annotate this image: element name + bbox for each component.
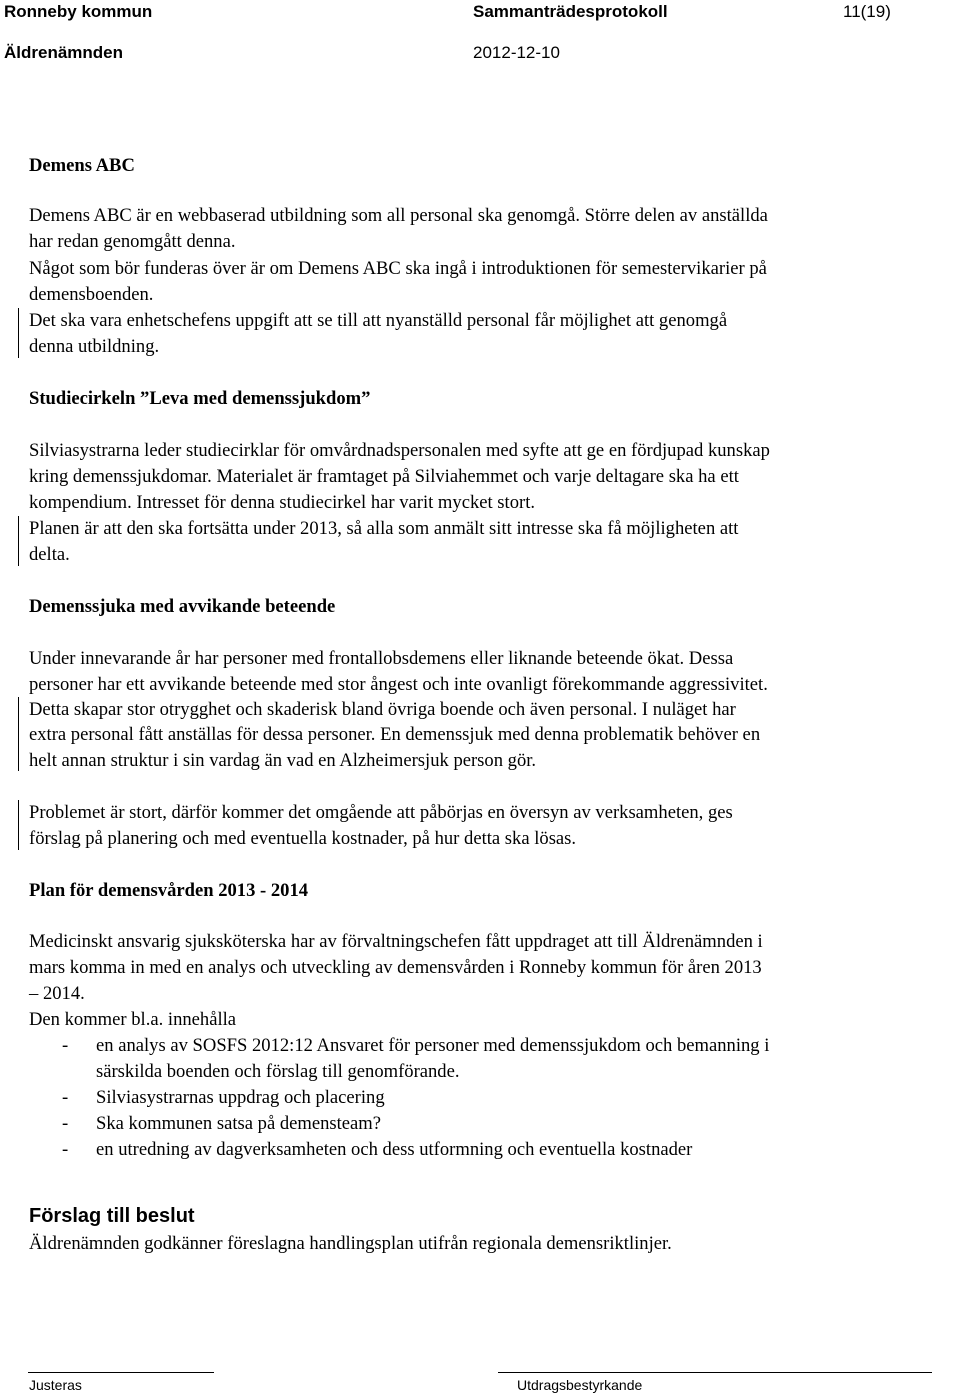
- section-heading-demens-abc: Demens ABC: [29, 155, 135, 176]
- organization-name: Ronneby kommun: [4, 2, 153, 21]
- paragraph-line: denna utbildning.: [29, 336, 160, 357]
- list-item: en utredning av dagverksamheten och dess utformning och eventuella kostnader: [96, 1139, 693, 1160]
- section-heading-studiecirkeln: Studiecirkeln ”Leva med demenssjukdom”: [29, 388, 371, 409]
- meeting-date: 2012-12-10: [473, 43, 560, 62]
- revision-bar: [18, 308, 19, 358]
- list-dash: -: [62, 1113, 69, 1134]
- paragraph-line: förslag på planering och med eventuella kostnader, på hur detta ska lösas.: [29, 828, 577, 849]
- paragraph-line: Demens ABC är en webbaserad utbildning som all personal ska genomgå. Större delen av anställda: [29, 205, 768, 226]
- list-item: Silviasystrarnas uppdrag och placering: [96, 1087, 385, 1108]
- signature-line-right: [498, 1372, 932, 1373]
- section-heading-demenssjuka: Demenssjuka med avvikande beteende: [29, 596, 336, 617]
- paragraph-line: Den kommer bl.a. innehålla: [29, 1009, 237, 1030]
- paragraph-line: mars komma in med en analys och utveckling av demensvården i Ronneby kommun för åren 2013: [29, 957, 762, 978]
- document-type: Sammanträdesprotokoll: [473, 2, 668, 21]
- paragraph-line: Under innevarande år har personer med frontallobsdemens eller liknande beteende ökat. Dessa: [29, 648, 734, 669]
- list-dash: -: [62, 1139, 69, 1160]
- revision-bar: [18, 800, 19, 850]
- section-heading-forslag: Förslag till beslut: [29, 1205, 195, 1227]
- paragraph-line: helt annan struktur i sin vardag än vad en Alzheimersjuk person gör.: [29, 750, 537, 771]
- paragraph-line: Det ska vara enhetschefens uppgift att se till att nyanställd personal får möjlighet att genomgå: [29, 310, 728, 331]
- paragraph-line: demensboenden.: [29, 284, 154, 305]
- paragraph-line: Medicinskt ansvarig sjuksköterska har av förvaltningschefen fått uppdraget att till Äldrenämnden i: [29, 931, 763, 952]
- signature-line-left: [28, 1372, 214, 1373]
- paragraph-line: – 2014.: [29, 983, 85, 1004]
- paragraph-line: Planen är att den ska fortsätta under 2013, så alla som anmält sitt intresse ska få möjligheten att: [29, 518, 739, 539]
- paragraph-line: extra personal fått anställas för dessa personer. En demenssjuk med denna problematik behöver en: [29, 724, 761, 745]
- section-heading-plan: Plan för demensvården 2013 - 2014: [29, 880, 309, 901]
- decision-text: Äldrenämnden godkänner föreslagna handlingsplan utifrån regionala demensriktlinjer.: [29, 1233, 672, 1254]
- paragraph-line: Detta skapar stor otrygghet och skaderisk bland övriga boende och även personal. I nuläget har: [29, 699, 736, 720]
- paragraph-line: delta.: [29, 544, 70, 565]
- revision-bar: [18, 697, 19, 771]
- page-number: 11(19): [843, 2, 891, 21]
- paragraph-line: kompendium. Intresset för denna studiecirkel har varit mycket stort.: [29, 492, 536, 513]
- list-item-continuation: särskilda boenden och förslag till genomförande.: [96, 1061, 460, 1082]
- footer-justeras: Justeras: [29, 1377, 82, 1393]
- list-item: Ska kommunen satsa på demensteam?: [96, 1113, 382, 1134]
- list-dash: -: [62, 1035, 69, 1056]
- footer-utdragsbestyrkande: Utdragsbestyrkande: [517, 1377, 643, 1393]
- list-dash: -: [62, 1087, 69, 1108]
- paragraph-line: kring demenssjukdomar. Materialet är framtaget på Silviahemmet och varje deltagare ska ha ett: [29, 466, 739, 487]
- paragraph-line: Silviasystrarna leder studiecirklar för omvårdnadspersonalen med syfte att ge en fördjupad kunskap: [29, 440, 770, 461]
- committee-name: Äldrenämnden: [4, 43, 124, 62]
- paragraph-line: Något som bör funderas över är om Demens ABC ska ingå i introduktionen för semestervikarier på: [29, 258, 767, 279]
- revision-bar: [18, 516, 19, 566]
- list-item: en analys av SOSFS 2012:12 Ansvaret för personer med demenssjukdom och bemanning i: [96, 1035, 770, 1056]
- paragraph-line: personer har ett avvikande beteende med stor ångest och inte ovanligt förekommande aggressivitet.: [29, 674, 768, 695]
- paragraph-line: har redan genomgått denna.: [29, 231, 236, 252]
- paragraph-line: Problemet är stort, därför kommer det omgående att påbörjas en översyn av verksamheten, ges: [29, 802, 733, 823]
